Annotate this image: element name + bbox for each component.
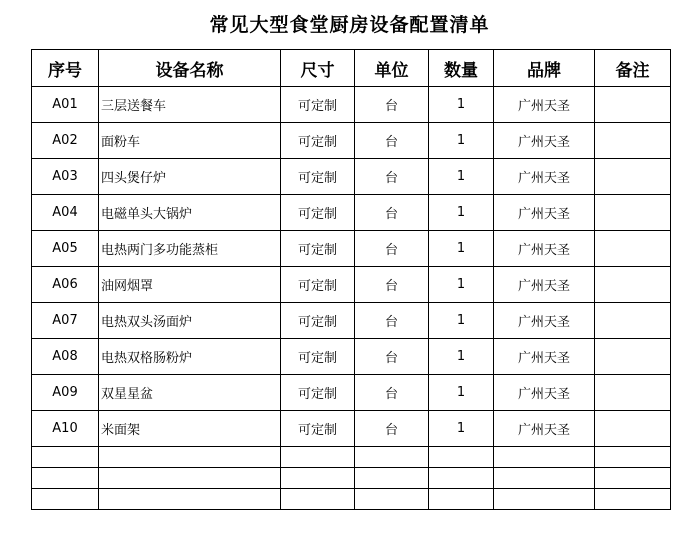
- cell-brand: 广州天圣: [494, 195, 595, 231]
- empty-cell: [99, 489, 281, 510]
- cell-unit: 台: [355, 375, 429, 411]
- cell-brand: 广州天圣: [494, 303, 595, 339]
- cell-size: 可定制: [281, 159, 355, 195]
- cell-no: A06: [32, 267, 99, 303]
- empty-row: [32, 447, 671, 468]
- empty-cell: [595, 468, 671, 489]
- cell-remark: [595, 267, 671, 303]
- empty-cell: [494, 468, 595, 489]
- empty-cell: [32, 447, 99, 468]
- cell-brand: 广州天圣: [494, 87, 595, 123]
- cell-qty: 1: [429, 339, 494, 375]
- empty-cell: [429, 489, 494, 510]
- cell-no: A08: [32, 339, 99, 375]
- cell-size: 可定制: [281, 87, 355, 123]
- cell-qty: 1: [429, 123, 494, 159]
- cell-name: 面粉车: [99, 123, 281, 159]
- table-row: [32, 411, 671, 447]
- cell-qty: 1: [429, 159, 494, 195]
- cell-remark: [595, 339, 671, 375]
- cell-size: 可定制: [281, 303, 355, 339]
- empty-cell: [494, 447, 595, 468]
- cell-remark: [595, 375, 671, 411]
- cell-no: A07: [32, 303, 99, 339]
- empty-cell: [281, 489, 355, 510]
- cell-no: A04: [32, 195, 99, 231]
- cell-name: 米面架: [99, 411, 281, 447]
- cell-no: A03: [32, 159, 99, 195]
- equipment-table: [31, 49, 671, 510]
- cell-no: A02: [32, 123, 99, 159]
- cell-remark: [595, 303, 671, 339]
- cell-unit: 台: [355, 339, 429, 375]
- cell-qty: 1: [429, 375, 494, 411]
- empty-row: [32, 468, 671, 489]
- cell-remark: [595, 411, 671, 447]
- cell-remark: [595, 159, 671, 195]
- cell-name: 电热双格肠粉炉: [99, 339, 281, 375]
- cell-name: 电热双头汤面炉: [99, 303, 281, 339]
- cell-qty: 1: [429, 267, 494, 303]
- empty-cell: [32, 468, 99, 489]
- empty-cell: [281, 447, 355, 468]
- cell-qty: 1: [429, 195, 494, 231]
- empty-cell: [595, 489, 671, 510]
- cell-name: 三层送餐车: [99, 87, 281, 123]
- cell-unit: 台: [355, 231, 429, 267]
- table-row: [32, 339, 671, 375]
- cell-unit: 台: [355, 267, 429, 303]
- empty-cell: [429, 468, 494, 489]
- cell-unit: 台: [355, 303, 429, 339]
- cell-brand: 广州天圣: [494, 123, 595, 159]
- empty-cell: [99, 447, 281, 468]
- table-row: [32, 231, 671, 267]
- cell-brand: 广州天圣: [494, 159, 595, 195]
- cell-no: A10: [32, 411, 99, 447]
- cell-no: A01: [32, 87, 99, 123]
- table-row: [32, 159, 671, 195]
- cell-size: 可定制: [281, 123, 355, 159]
- table-row: [32, 375, 671, 411]
- header-qty: 数量: [429, 50, 494, 87]
- header-unit: 单位: [355, 50, 429, 87]
- table-row: [32, 303, 671, 339]
- cell-remark: [595, 195, 671, 231]
- table-row: [32, 87, 671, 123]
- header-name: 设备名称: [99, 50, 281, 87]
- header-no: 序号: [32, 50, 99, 87]
- empty-cell: [494, 489, 595, 510]
- header-size: 尺寸: [281, 50, 355, 87]
- empty-cell: [355, 468, 429, 489]
- cell-brand: 广州天圣: [494, 231, 595, 267]
- cell-brand: 广州天圣: [494, 267, 595, 303]
- cell-size: 可定制: [281, 375, 355, 411]
- header-remark: 备注: [595, 50, 671, 87]
- cell-size: 可定制: [281, 267, 355, 303]
- header-row: [32, 50, 671, 87]
- cell-size: 可定制: [281, 339, 355, 375]
- cell-name: 四头煲仔炉: [99, 159, 281, 195]
- cell-brand: 广州天圣: [494, 375, 595, 411]
- table-row: [32, 267, 671, 303]
- cell-size: 可定制: [281, 231, 355, 267]
- cell-name: 双星星盆: [99, 375, 281, 411]
- header-brand: 品牌: [494, 50, 595, 87]
- cell-no: A09: [32, 375, 99, 411]
- cell-remark: [595, 123, 671, 159]
- cell-qty: 1: [429, 87, 494, 123]
- cell-size: 可定制: [281, 411, 355, 447]
- empty-cell: [595, 447, 671, 468]
- cell-brand: 广州天圣: [494, 339, 595, 375]
- cell-unit: 台: [355, 87, 429, 123]
- cell-remark: [595, 87, 671, 123]
- cell-qty: 1: [429, 231, 494, 267]
- page-title: 常见大型食堂厨房设备配置清单: [209, 14, 490, 36]
- cell-remark: [595, 231, 671, 267]
- empty-row: [32, 489, 671, 510]
- cell-unit: 台: [355, 411, 429, 447]
- cell-no: A05: [32, 231, 99, 267]
- empty-cell: [355, 447, 429, 468]
- cell-brand: 广州天圣: [494, 411, 595, 447]
- cell-name: 电磁单头大锅炉: [99, 195, 281, 231]
- empty-cell: [429, 447, 494, 468]
- cell-name: 油网烟罩: [99, 267, 281, 303]
- cell-qty: 1: [429, 303, 494, 339]
- empty-cell: [99, 468, 281, 489]
- empty-cell: [281, 468, 355, 489]
- empty-cell: [355, 489, 429, 510]
- empty-cell: [32, 489, 99, 510]
- cell-unit: 台: [355, 123, 429, 159]
- cell-unit: 台: [355, 195, 429, 231]
- cell-size: 可定制: [281, 195, 355, 231]
- cell-qty: 1: [429, 411, 494, 447]
- cell-name: 电热两门多功能蒸柜: [99, 231, 281, 267]
- table-row: [32, 123, 671, 159]
- table-row: [32, 195, 671, 231]
- cell-unit: 台: [355, 159, 429, 195]
